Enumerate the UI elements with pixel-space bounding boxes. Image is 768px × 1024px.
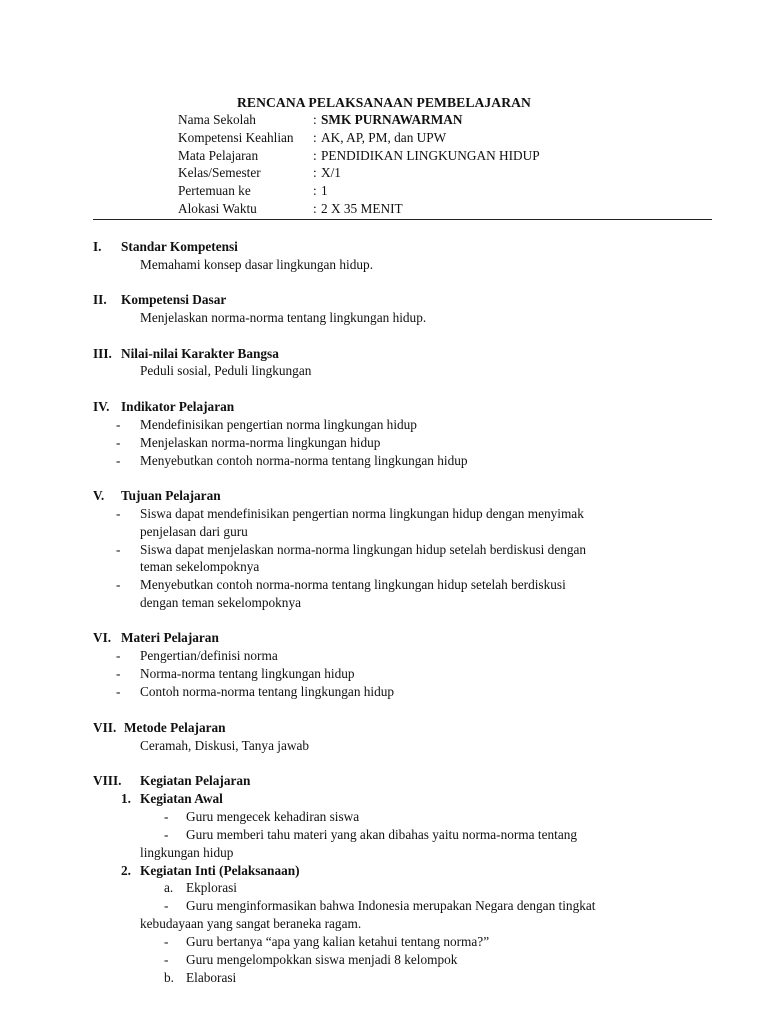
list-item: Norma-norma tentang lingkungan hidup — [140, 666, 355, 681]
section-number: VI. — [93, 630, 112, 645]
list-bullet: - — [116, 506, 121, 521]
list-bullet: - — [116, 577, 121, 592]
list-item: Siswa dapat menjelaskan norma-norma lingkungan hidup setelah berdiskusi dengan — [140, 542, 587, 557]
header-value-competency: AK, AP, PM, dan UPW — [321, 130, 447, 145]
section-text: Memahami konsep dasar lingkungan hidup. — [140, 257, 374, 272]
list-item: Guru menginformasikan bahwa Indonesia merupakan Negara dengan tingkat — [186, 898, 596, 913]
list-bullet: - — [116, 648, 121, 663]
header-label-subject: Mata Pelajaran — [178, 148, 259, 163]
header-label-class: Kelas/Semester — [178, 165, 261, 180]
header-value-meeting: 1 — [321, 183, 328, 198]
list-item: Menyebutkan contoh norma-norma tentang lingkungan hidup setelah berdiskusi — [140, 577, 566, 592]
list-item: Mendefinisikan pengertian norma lingkungan hidup — [140, 417, 417, 432]
section-number: III. — [93, 346, 112, 361]
list-item: Guru mengecek kehadiran siswa — [186, 809, 360, 824]
list-item-continuation: lingkungan hidup — [140, 845, 234, 860]
document-title: RENCANA PELAKSANAAN PEMBELAJARAN — [237, 95, 531, 110]
header-label-school: Nama Sekolah — [178, 112, 256, 127]
section-title: Kompetensi Dasar — [121, 292, 227, 307]
list-item-continuation: teman sekelompoknya — [140, 559, 260, 574]
sub-list-title: Elaborasi — [186, 970, 237, 985]
list-bullet: - — [164, 827, 169, 842]
header-colon: : — [313, 183, 317, 198]
list-item: Guru bertanya “apa yang kalian ketahui tentang norma?” — [186, 934, 490, 949]
subsection-title: Kegiatan Awal — [140, 791, 223, 806]
section-title: Materi Pelajaran — [121, 630, 219, 645]
section-title: Nilai-nilai Karakter Bangsa — [121, 346, 279, 361]
list-bullet: - — [164, 934, 169, 949]
subsection-number: 1. — [121, 791, 131, 806]
list-item: Siswa dapat mendefinisikan pengertian norma lingkungan hidup dengan menyimak — [140, 506, 584, 521]
list-item: Contoh norma-norma tentang lingkungan hidup — [140, 684, 395, 699]
header-label-time: Alokasi Waktu — [178, 201, 257, 216]
header-colon: : — [313, 148, 317, 163]
list-bullet: - — [164, 952, 169, 967]
section-text: Ceramah, Diskusi, Tanya jawab — [140, 738, 310, 753]
subsection-title: Kegiatan Inti (Pelaksanaan) — [140, 863, 300, 878]
list-bullet: - — [116, 542, 121, 557]
section-number: VIII. — [93, 773, 122, 788]
header-value-subject: PENDIDIKAN LINGKUNGAN HIDUP — [321, 148, 540, 163]
header-label-meeting: Pertemuan ke — [178, 183, 251, 198]
header-divider — [93, 219, 712, 220]
list-bullet: - — [116, 435, 121, 450]
header-colon: : — [313, 165, 317, 180]
list-item: Menjelaskan norma-norma lingkungan hidup — [140, 435, 381, 450]
section-title: Kegiatan Pelajaran — [140, 773, 251, 788]
header-colon: : — [313, 112, 317, 127]
sub-list-letter: b. — [164, 970, 174, 985]
list-bullet: - — [116, 684, 121, 699]
section-title: Indikator Pelajaran — [121, 399, 235, 414]
list-item-continuation: dengan teman sekelompoknya — [140, 595, 301, 610]
list-item-continuation: penjelasan dari guru — [140, 524, 248, 539]
section-number: I. — [93, 239, 102, 254]
section-title: Metode Pelajaran — [124, 720, 226, 735]
section-number: II. — [93, 292, 107, 307]
header-value-class: X/1 — [321, 165, 341, 180]
list-item: Guru memberi tahu materi yang akan dibahas yaitu norma-norma tentang — [186, 827, 578, 842]
section-number: IV. — [93, 399, 110, 414]
list-item: Menyebutkan contoh norma-norma tentang lingkungan hidup — [140, 453, 468, 468]
sub-list-title: Ekplorasi — [186, 880, 237, 895]
section-text: Peduli sosial, Peduli lingkungan — [140, 363, 312, 378]
list-item: Guru mengelompokkan siswa menjadi 8 kelompok — [186, 952, 458, 967]
header-value-school: SMK PURNAWARMAN — [321, 112, 463, 127]
section-title: Tujuan Pelajaran — [121, 488, 221, 503]
list-item: Pengertian/definisi norma — [140, 648, 278, 663]
section-title: Standar Kompetensi — [121, 239, 238, 254]
section-text: Menjelaskan norma-norma tentang lingkungan hidup. — [140, 310, 427, 325]
header-label-competency: Kompetensi Keahlian — [178, 130, 294, 145]
list-bullet: - — [116, 453, 121, 468]
list-item-continuation: kebudayaan yang sangat beraneka ragam. — [140, 916, 362, 931]
list-bullet: - — [116, 417, 121, 432]
header-colon: : — [313, 201, 317, 216]
header-colon: : — [313, 130, 317, 145]
list-bullet: - — [164, 898, 169, 913]
section-number: VII. — [93, 720, 117, 735]
list-bullet: - — [116, 666, 121, 681]
list-bullet: - — [164, 809, 169, 824]
section-number: V. — [93, 488, 105, 503]
header-value-time: 2 X 35 MENIT — [321, 201, 403, 216]
subsection-number: 2. — [121, 863, 131, 878]
sub-list-letter: a. — [164, 880, 174, 895]
